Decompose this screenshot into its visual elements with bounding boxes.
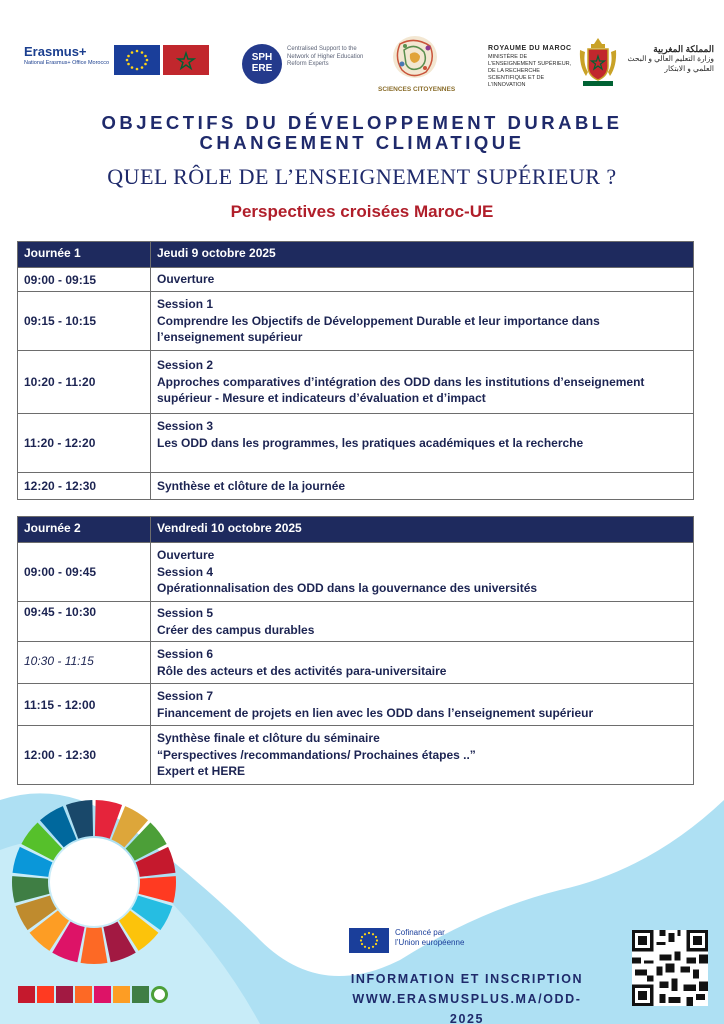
session-cell — [151, 473, 694, 500]
erasmus-name: Erasmus+ — [24, 44, 87, 59]
time-cell: 09:45 - 10:30 — [18, 602, 151, 642]
day-date: Vendredi 10 octobre 2025 — [151, 517, 694, 543]
sdg-9-icon — [75, 986, 92, 1003]
sciences-citoyennes-art-icon — [390, 34, 440, 80]
subtitle: Perspectives croisées Maroc-UE — [230, 202, 494, 221]
table-row — [18, 543, 694, 602]
program-table-day2 — [17, 516, 694, 785]
session-cell — [151, 414, 694, 473]
table-row — [18, 684, 694, 726]
sdg-13-icon — [132, 986, 149, 1003]
cofinance-text — [395, 928, 464, 948]
title-block — [0, 113, 724, 222]
session-line: Session 1 — [157, 297, 214, 312]
session-line: Ouverture — [157, 272, 215, 287]
day-date: Jeudi 9 octobre 2025 — [151, 242, 694, 268]
program-table-day1 — [17, 241, 694, 500]
time-cell: 09:00 - 09:45 — [18, 543, 151, 602]
sdg-8-icon — [56, 986, 73, 1003]
table-row — [18, 642, 694, 684]
erasmus-logo — [24, 44, 112, 66]
time-cell: 11:15 - 12:00 — [18, 684, 151, 726]
session-line: Les ODD dans les programmes, les pratiques académiques et la recherche — [157, 435, 584, 450]
session-line: Créer des campus durables — [157, 622, 315, 637]
table-row — [18, 292, 694, 351]
session-line: Approches comparatives d’intégration des ODD dans les institutions d’enseignement — [157, 374, 645, 389]
session-line: Ouverture — [157, 548, 215, 563]
eu-flag-icon — [114, 45, 160, 75]
day-label: Journée 2 — [18, 517, 151, 543]
time-cell: 09:15 - 10:15 — [18, 292, 151, 351]
sdg-5-icon — [37, 986, 54, 1003]
session-line: Opérationnalisation des ODD dans la gouvernance des universités — [157, 581, 538, 596]
sdg-wheel-icon — [8, 796, 180, 968]
session-cell — [151, 351, 694, 414]
sdg-wheel-segment — [81, 927, 108, 964]
registration-link[interactable]: WWW.ERASMUSPLUS.MA/ODD-2025 — [352, 992, 582, 1024]
ministry-name-fr: MINISTÈRE DE L'ENSEIGNEMENT SUPÉRIEUR, DE LA RECHERCHE SCIENTIFIQUE ET DE L'INNOVATION — [488, 54, 572, 88]
session-line: Financement de projets en lien avec les ODD dans l’enseignement supérieur — [157, 705, 594, 720]
session-line: Session 2 — [157, 358, 214, 373]
kingdom-title-ar: المملكة المغربية — [653, 44, 714, 54]
sdg-4-icon — [18, 986, 35, 1003]
main-title-line2: CHANGEMENT CLIMATIQUE — [199, 132, 525, 153]
session-line: Comprendre les Objectifs de Développement Durable et leur importance dans — [157, 313, 600, 328]
sphere-logo: SPH ERE — [242, 44, 282, 84]
session-line: Expert et HERE — [157, 764, 246, 779]
session-cell — [151, 292, 694, 351]
qr-code-icon[interactable] — [632, 930, 708, 1006]
sphere-text: Centralised Support to the Network of Higher Education Reform Experts — [287, 46, 364, 67]
sdg-icon-strip — [18, 986, 168, 1004]
time-cell: 10:30 - 11:15 — [18, 642, 151, 684]
table-row — [18, 473, 694, 500]
eu-flag-small-icon — [349, 928, 389, 953]
session-line: “Perspectives /recommandations/ Prochaines étapes ..” — [157, 747, 476, 762]
session-line: Session 5 — [157, 606, 214, 620]
session-line: Session 4 — [157, 564, 214, 579]
sdg-10-icon — [94, 986, 111, 1003]
session-line: supérieur - Mesure et indicateurs d’évaluation et d’impact — [157, 391, 486, 406]
time-cell: 09:00 - 09:15 — [18, 268, 151, 292]
session-cell — [151, 268, 694, 292]
time-cell: 10:20 - 11:20 — [18, 351, 151, 414]
info-block — [337, 969, 597, 1024]
cofinance-line2: l’Union européenne — [395, 938, 465, 947]
session-line: Session 6 — [157, 647, 214, 661]
sdg-11-icon — [113, 986, 130, 1003]
time-cell: 11:20 - 12:20 — [18, 414, 151, 473]
table-row — [18, 268, 694, 292]
session-cell — [151, 543, 694, 602]
ministry-french-block — [488, 45, 576, 89]
ministry-arabic-block — [622, 44, 714, 74]
day-label: Journée 1 — [18, 242, 151, 268]
ministry-name-ar: وزارة التعليم العالي و البحث العلمي و الابتكار — [627, 54, 714, 73]
session-line: Session 7 — [157, 689, 214, 703]
time-cell: 12:20 - 12:30 — [18, 473, 151, 500]
sciences-citoyennes-label: SCIENCES CITOYENNES — [378, 86, 456, 93]
session-cell — [151, 642, 694, 684]
session-line: Synthèse et clôture de la journée — [157, 478, 346, 493]
morocco-coat-of-arms-icon — [577, 36, 619, 88]
partner-logos — [0, 30, 724, 100]
session-line: Rôle des acteurs et des activités para-universitaire — [157, 663, 447, 678]
main-title-line1: OBJECTIFS DU DÉVELOPPEMENT DURABLE — [101, 112, 623, 133]
table-header-day1 — [18, 242, 694, 268]
morocco-flag-icon — [163, 45, 209, 75]
cofinance-line1: Cofinancé par — [395, 928, 445, 937]
info-title: INFORMATION ET INSCRIPTION — [350, 972, 584, 986]
sdg-logo-icon — [151, 986, 168, 1003]
table-row — [18, 414, 694, 473]
session-line: Session 3 — [157, 419, 214, 433]
kingdom-title: ROYAUME DU MAROC — [488, 45, 572, 52]
table-row — [18, 602, 694, 642]
table-row — [18, 351, 694, 414]
main-title-question: QUEL RÔLE DE L’ENSEIGNEMENT SUPÉRIEUR ? — [107, 164, 617, 189]
session-line: Synthèse finale et clôture du séminaire — [157, 731, 380, 746]
table-header-day2 — [18, 517, 694, 543]
erasmus-sub: National Erasmus+ Office Morocco — [24, 60, 110, 66]
session-cell — [151, 602, 694, 642]
session-line: l’enseignement supérieur — [157, 330, 303, 345]
time-cell: 12:00 - 12:30 — [18, 726, 151, 785]
sciences-citoyennes-logo — [378, 34, 456, 96]
session-cell — [151, 684, 694, 726]
